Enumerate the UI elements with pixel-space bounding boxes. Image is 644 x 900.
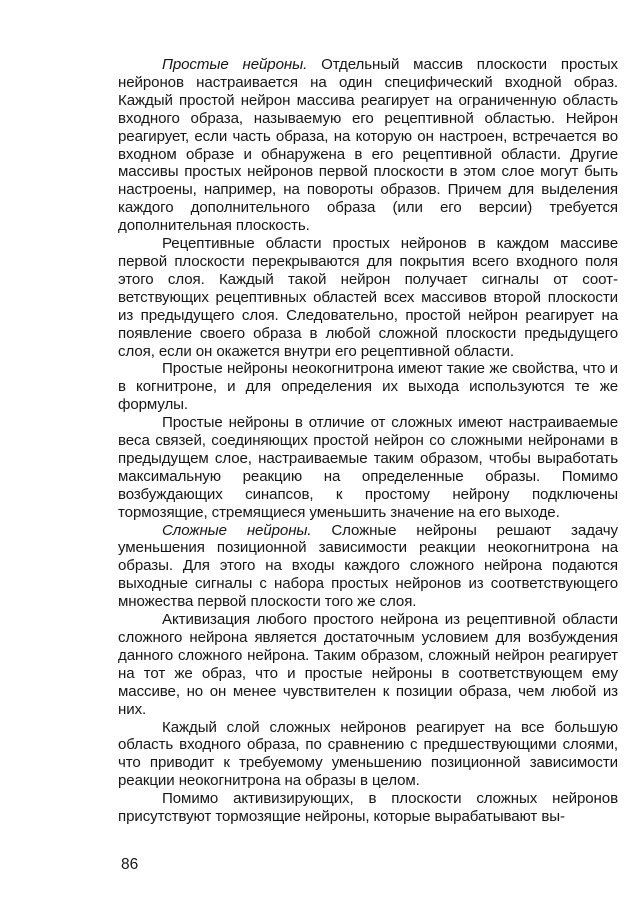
paragraph-text: Активизация любого простого нейрона из рецептивной области сложного нейрона является достаточным условием для возбуждения данного сложного нейрона. Таким образом, сложный нейрон реагирует на тот же образ, что и простые нейроны в соответствующем ему массиве, но он менее чувствителен к позиции образа, чем любой из них. — [118, 611, 618, 718]
paragraph-weights — [118, 414, 618, 521]
paragraph-text: Простые нейроны в отличие от сложных имеют настраиваемые веса связей, соединяющих простой нейрон со сложными нейронами в предыдущем слое, настраиваемые таким образом, чтобы выработать максимальную реакцию на определенные образы. Помимо возбуждающих синапсов, к простому нейрону подключены тормозящие, стремящиеся уменьшить значение на его выходе. — [118, 414, 618, 521]
heading-simple-neurons: Простые нейроны. — [162, 56, 308, 73]
paragraph-text: Рецептивные области простых нейронов в каждом массиве первой плоскости перекрываются для покрытия всего входного поля этого слоя. Каждый такой нейрон получает сигналы от соответствующих рецептивных областей всех массивов второй плоскости из предыдущего слоя. Следовательно, простой нейрон реагирует на появление своего образа в любой сложной плоскости предыдущего слоя, если он окажется внутри его рецептивной области. — [118, 235, 618, 360]
paragraph-simple-neurons — [118, 56, 618, 235]
paragraph-complex-neurons — [118, 522, 618, 612]
paragraph-text: Помимо активизирующих, в плоскости сложных нейронов присутствуют тормозящие нейроны, которые вырабатывают вы- — [118, 790, 618, 826]
page-body — [118, 56, 618, 826]
paragraph-properties — [118, 360, 618, 414]
paragraph-receptive-fields — [118, 235, 618, 360]
paragraph-inhibitory — [118, 790, 618, 826]
page-number: 86 — [121, 856, 139, 873]
paragraph-layers — [118, 719, 618, 791]
paragraph-activation — [118, 611, 618, 718]
paragraph-text: Сложные нейроны решают задачу уменьшения позиционной зависимости реакции неокогнитрона на образы. Для этого на входы каждого сложного нейрона подаются выходные сигналы с набора простых нейронов из соответствующего множества первой плоскости того же слоя. — [118, 521, 619, 611]
paragraph-text: Каждый слой сложных нейронов реагирует на все большую область входного образа, по сравнению с предшествующими слоями, что приводит к требуемому уменьшению позиционной зависимости реакции неокогнитрона на образы в целом. — [118, 718, 618, 790]
paragraph-text: Простые нейроны неокогнитрона имеют такие же свойства, что и в когнитроне, и для определения их выхода используются те же формулы. — [118, 360, 618, 414]
heading-complex-neurons: Сложные нейроны. — [162, 521, 312, 539]
paragraph-text: Отдельный массив плоскости простых нейронов настраивается на один специфический входной образ. Каждый простой нейрон массива реагирует на ограниченную область входного образа, называемую его рецептивной областью. Нейрон реагирует, если часть образа, на которую он настроен, встречается во входном образе и обнаружена в его рецептивной области. Другие массивы простых нейронов первой плоскости в этом слое могут быть настроены, например, на повороты образов. Причем для выделения каждого дополнительного образа (или его версии) требуется дополнительная плоскость. — [118, 56, 618, 235]
